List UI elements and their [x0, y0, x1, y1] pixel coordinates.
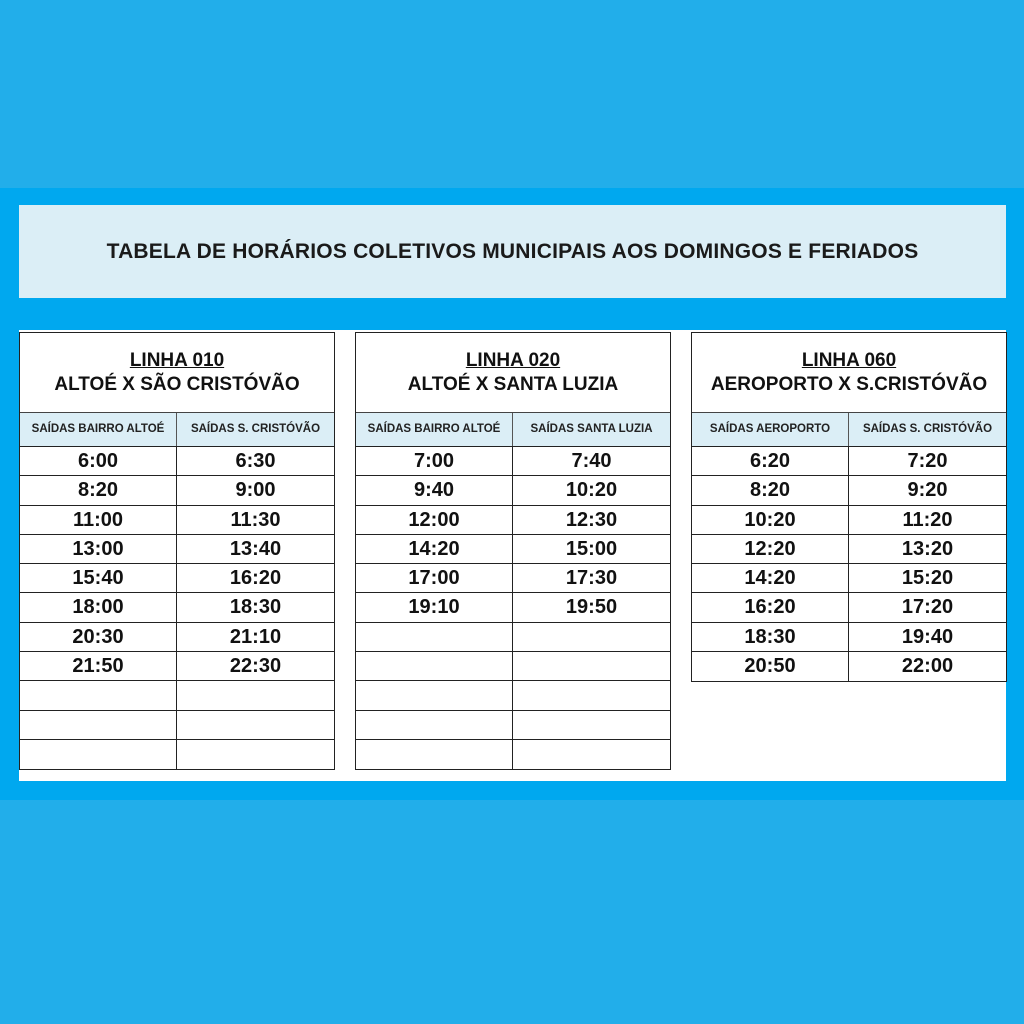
departure-time-cell-1: 7:00 — [356, 447, 513, 475]
departure-time-cell-1 — [356, 681, 513, 709]
departure-time-cell-2 — [513, 623, 670, 651]
schedule-table-linha-020 — [355, 332, 671, 770]
table-row — [20, 652, 334, 681]
departure-time-cell-2: 22:30 — [229, 655, 282, 678]
column-header-departures-1: SAÍDAS BAIRRO ALTOÉ — [356, 413, 513, 446]
departure-time-cell-1 — [356, 740, 513, 769]
departure-time-cell-1: 15:40 — [20, 564, 177, 592]
table-row — [692, 652, 1006, 681]
table-row — [20, 564, 334, 593]
table-header — [356, 333, 670, 413]
route-name: ALTOÉ X SANTA LUZIA — [407, 374, 619, 395]
departure-time-cell-1: 8:20 — [20, 476, 177, 504]
table-row — [692, 506, 1006, 535]
departure-time-cell-1 — [356, 711, 513, 739]
table-row — [356, 623, 670, 652]
departure-time-cell-2: 13:20 — [901, 537, 954, 560]
line-number: LINHA 060 — [801, 350, 897, 371]
departure-time-cell-2 — [513, 681, 670, 709]
departure-time-cell-2: 19:50 — [565, 596, 618, 619]
table-row — [20, 593, 334, 622]
departure-time-cell-1: 20:50 — [692, 652, 849, 681]
column-headers — [20, 413, 334, 447]
table-row — [356, 740, 670, 769]
table-row — [356, 564, 670, 593]
departure-time-cell-1: 13:00 — [20, 535, 177, 563]
departure-time-cell-2: 11:30 — [230, 508, 281, 531]
column-header-departures-2: SAÍDAS SANTA LUZIA — [530, 423, 653, 435]
departure-time-cell-2: 7:40 — [571, 450, 612, 472]
departure-time-cell-2: 11:20 — [902, 508, 953, 531]
departure-time-cell-2 — [513, 711, 670, 739]
route-name: ALTOÉ X SÃO CRISTÓVÃO — [54, 374, 300, 395]
departure-time-cell-1 — [20, 740, 177, 769]
departure-time-cell-2: 6:30 — [235, 450, 276, 472]
table-row — [356, 506, 670, 535]
table-header — [20, 333, 334, 413]
departure-time-cell-2: 15:20 — [901, 567, 954, 590]
departure-time-cell-1: 6:20 — [692, 447, 849, 475]
departure-time-cell-1: 14:20 — [356, 535, 513, 563]
departure-time-cell-2: 15:00 — [565, 537, 618, 560]
table-row — [20, 535, 334, 564]
table-row — [692, 447, 1006, 476]
line-number: LINHA 020 — [465, 350, 561, 371]
departure-time-cell-1: 9:40 — [356, 476, 513, 504]
column-header-departures-2: SAÍDAS S. CRISTÓVÃO — [190, 423, 321, 435]
departure-time-cell-2: 21:10 — [229, 625, 282, 648]
departure-time-cell-2 — [177, 740, 334, 769]
departure-time-cell-2: 19:40 — [901, 625, 954, 648]
table-row — [356, 711, 670, 740]
table-row — [356, 652, 670, 681]
column-headers — [356, 413, 670, 447]
departure-time-cell-2: 9:00 — [235, 479, 276, 502]
page-title: TABELA DE HORÁRIOS COLETIVOS MUNICIPAIS AOS DOMINGOS E FERIADOS — [106, 239, 919, 263]
departure-time-cell-1 — [356, 652, 513, 680]
departure-time-cell-2: 22:00 — [901, 655, 954, 678]
table-row — [356, 535, 670, 564]
departure-time-cell-1: 18:00 — [20, 593, 177, 621]
departure-time-cell-2: 10:20 — [565, 479, 618, 502]
departure-time-cell-2: 17:30 — [565, 567, 618, 590]
line-number: LINHA 010 — [129, 350, 225, 371]
table-row — [20, 711, 334, 740]
departure-time-cell-1: 14:20 — [692, 564, 849, 592]
table-row — [20, 476, 334, 505]
departure-time-cell-1: 8:20 — [692, 476, 849, 504]
departure-time-cell-2: 16:20 — [229, 567, 282, 590]
table-row — [356, 447, 670, 476]
table-row — [20, 740, 334, 769]
departure-time-cell-2 — [177, 711, 334, 739]
table-row — [692, 564, 1006, 593]
column-header-departures-1: SAÍDAS AEROPORTO — [692, 413, 849, 446]
departure-time-cell-1: 6:00 — [20, 447, 177, 475]
departure-time-cell-1: 10:20 — [692, 506, 849, 534]
schedule-table-linha-010 — [19, 332, 335, 770]
departure-time-cell-1 — [20, 681, 177, 709]
departure-time-cell-2: 9:20 — [907, 479, 948, 502]
column-header-departures-2: SAÍDAS S. CRISTÓVÃO — [862, 423, 993, 435]
table-row — [692, 623, 1006, 652]
departure-time-cell-2: 12:30 — [565, 508, 618, 531]
departure-time-cell-1: 12:20 — [692, 535, 849, 563]
departure-time-cell-2: 18:30 — [229, 596, 282, 619]
departure-time-cell-2: 17:20 — [901, 596, 954, 619]
table-row — [356, 593, 670, 622]
departure-time-cell-1: 20:30 — [20, 623, 177, 651]
table-row — [20, 506, 334, 535]
departure-time-cell-2: 7:20 — [907, 450, 948, 472]
table-row — [20, 681, 334, 710]
column-headers — [692, 413, 1006, 447]
table-row — [20, 447, 334, 476]
departure-time-cell-1: 11:00 — [20, 506, 177, 534]
departure-time-cell-1: 18:30 — [692, 623, 849, 651]
table-row — [692, 535, 1006, 564]
departure-time-cell-2 — [513, 652, 670, 680]
title-banner — [19, 205, 1006, 298]
column-header-departures-1: SAÍDAS BAIRRO ALTOÉ — [20, 413, 177, 446]
departure-time-cell-1: 12:00 — [356, 506, 513, 534]
departure-time-cell-1 — [20, 711, 177, 739]
table-row — [692, 476, 1006, 505]
table-header — [692, 333, 1006, 413]
departure-time-cell-1: 21:50 — [20, 652, 177, 680]
table-row — [20, 623, 334, 652]
departure-time-cell-1 — [356, 623, 513, 651]
schedule-table-linha-060 — [691, 332, 1007, 682]
departure-time-cell-2: 13:40 — [229, 537, 282, 560]
table-row — [356, 476, 670, 505]
departure-time-cell-2 — [513, 740, 670, 769]
table-row — [356, 681, 670, 710]
departure-time-cell-2 — [177, 681, 334, 709]
table-row — [692, 593, 1006, 622]
departure-time-cell-1: 17:00 — [356, 564, 513, 592]
departure-time-cell-1: 19:10 — [356, 593, 513, 621]
route-name: AEROPORTO X S.CRISTÓVÃO — [710, 374, 988, 395]
departure-time-cell-1: 16:20 — [692, 593, 849, 621]
